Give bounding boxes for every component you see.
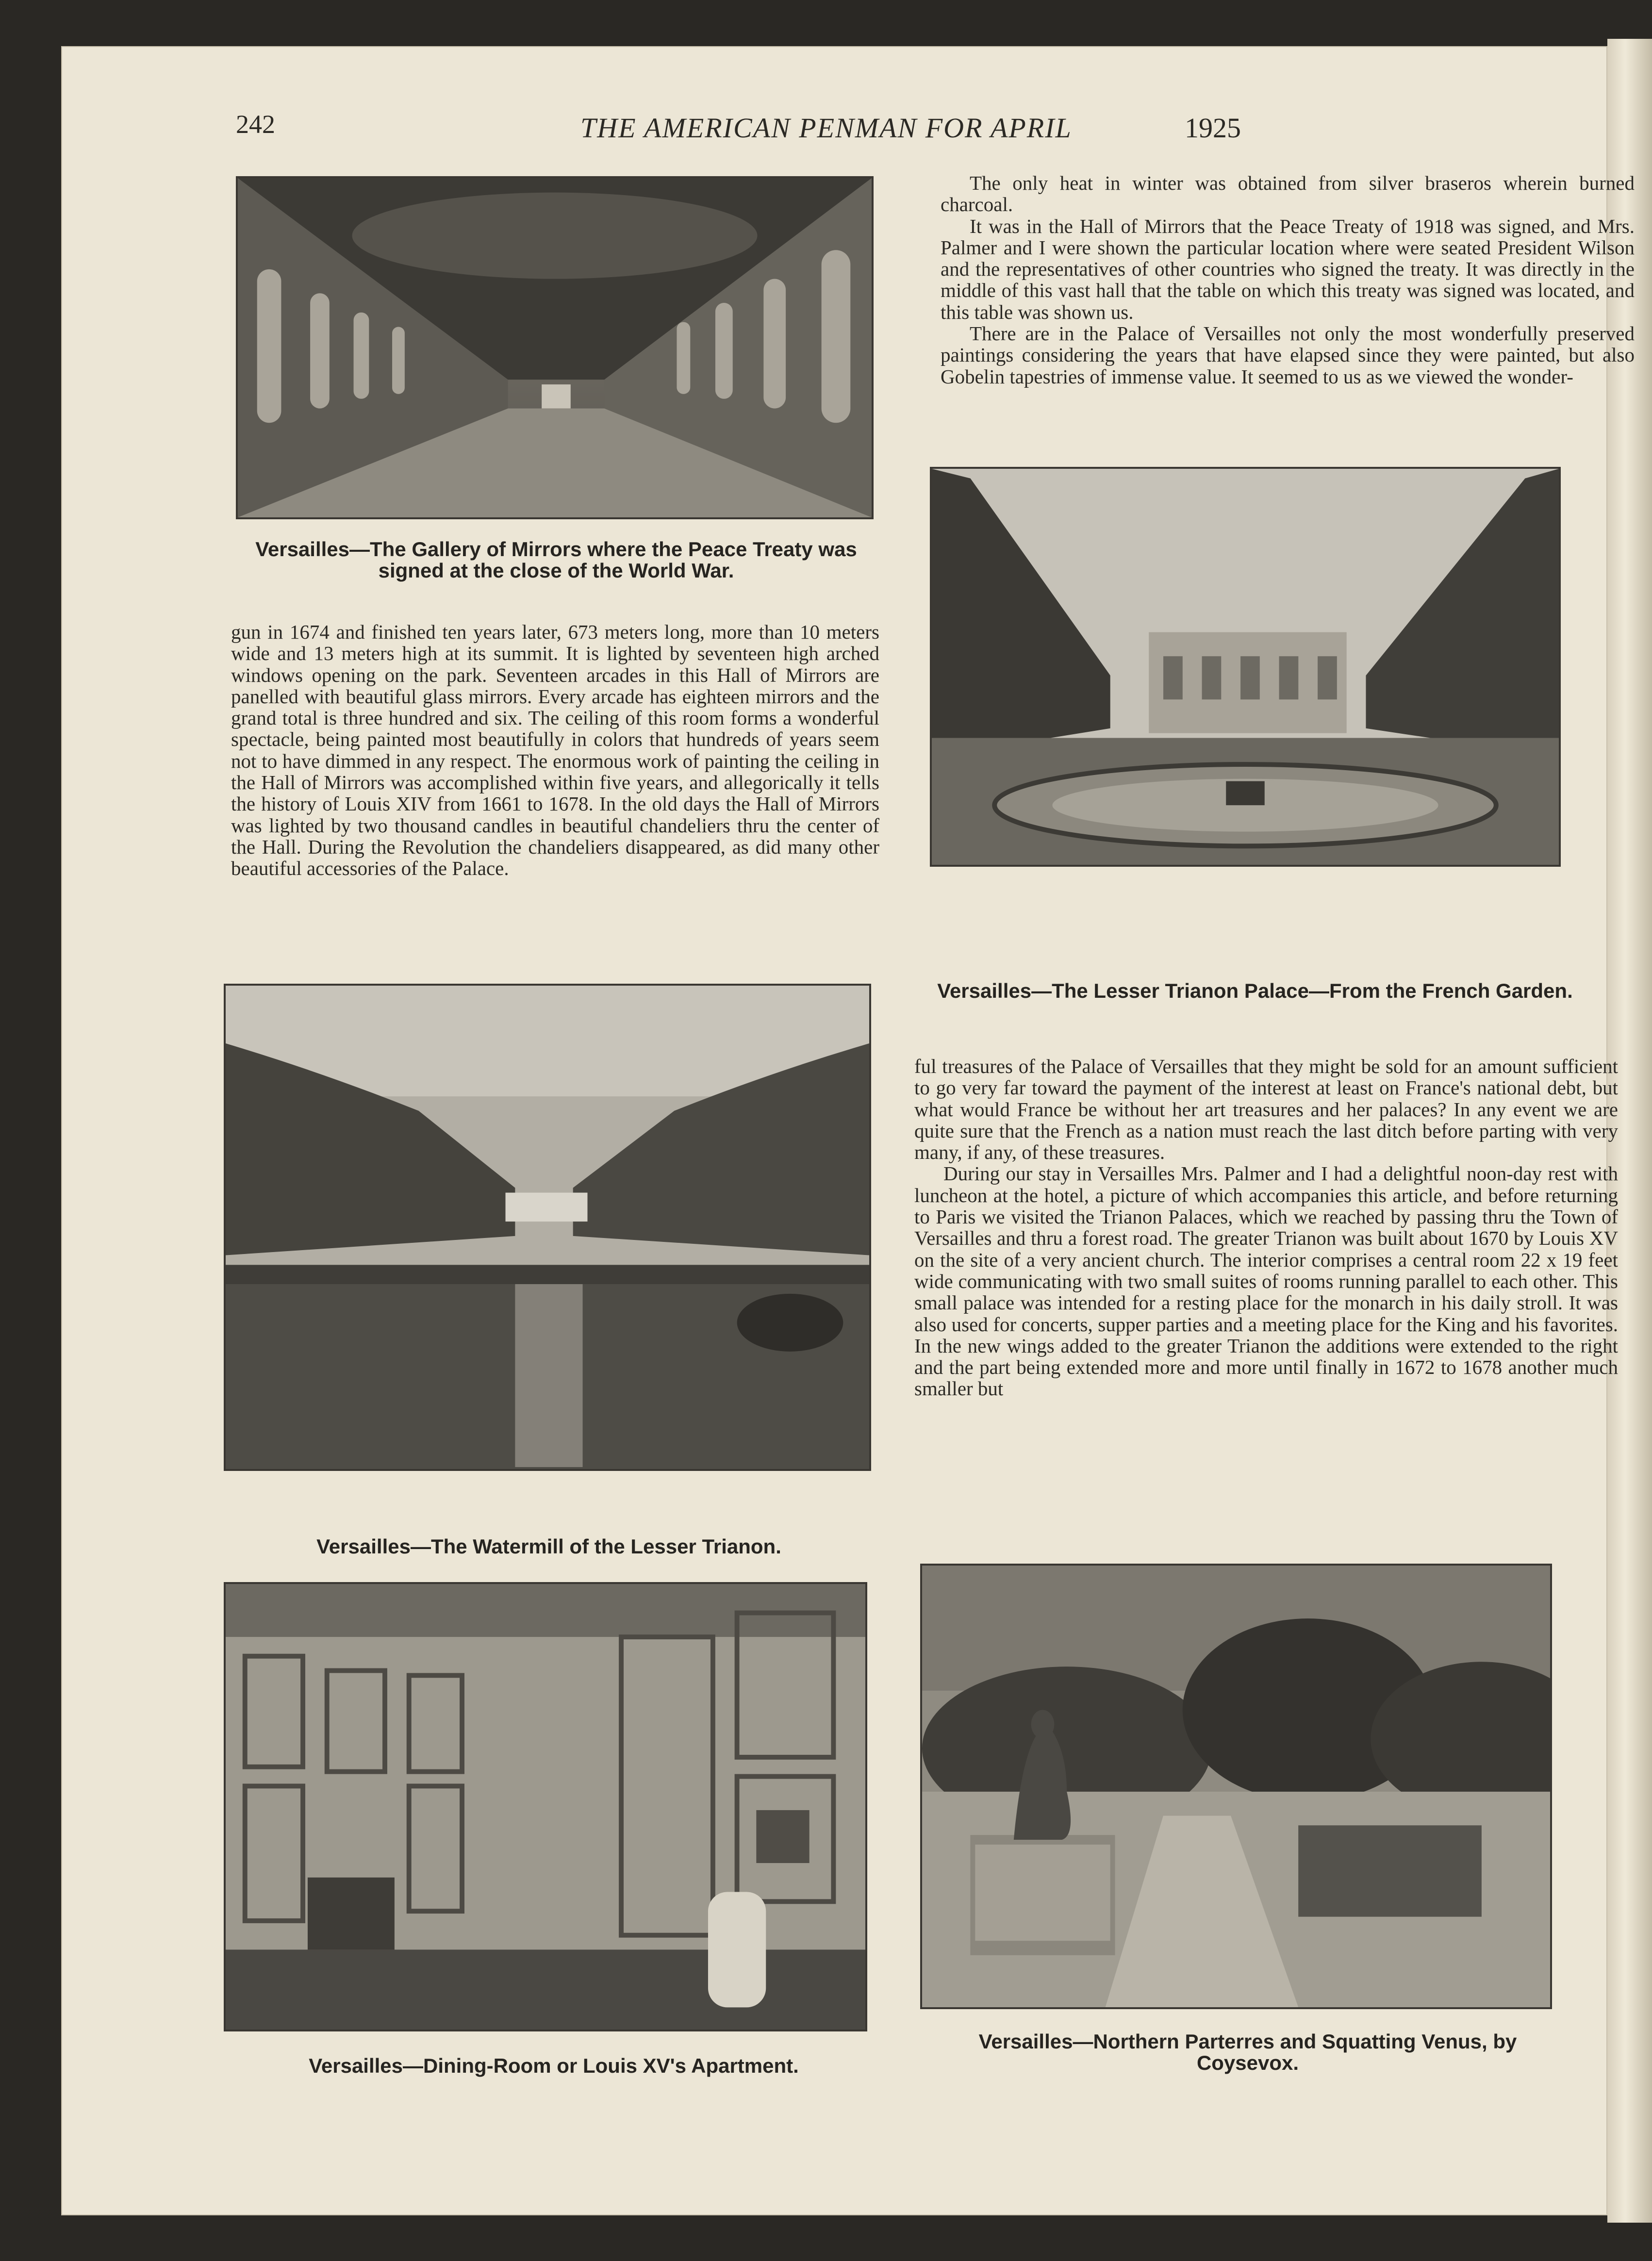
page-number: 242 — [236, 110, 275, 139]
left-column-article-text — [231, 621, 879, 879]
caption-parterres-venus: Versailles—Northern Parterres and Squatting Venus, by Coysevox. — [978, 2030, 1517, 2074]
caption-watermill: Versailles—The Watermill of the Lesser Trianon. — [316, 1535, 781, 1558]
paragraph: It was in the Hall of Mirrors that the Peace Treaty of 1918 was signed, and Mrs. Palmer and I were shown the particular location where were seated President Wilson and the representatives of other countries who signed the treaty. It was directly in the middle of this vast hall that the table on which this treaty was signed was located, and this table was shown us. — [941, 215, 1635, 323]
caption-gallery-of-mirrors: Versailles—The Gallery of Mirrors where the Peace Treaty was signed at the close of the World War. — [255, 538, 857, 582]
right-column-middle-text — [914, 1056, 1618, 1400]
paragraph: During our stay in Versailles Mrs. Palmer and I had a delightful noon-day rest with luncheon at the hotel, a picture of which accompanies this article, and before returning to Paris we visited the Trianon Palaces, which we reached by passing thru the Town of Versailles and thru a forest road. The greater Trianon was built about 1670 by Louis XV on the site of a very ancient church. The interior comprises a central room 22 x 19 feet wide communicating with two small suites of rooms running parallel to each other. This small palace was intended for a resting place for the monarch in his daily stroll. It was also used for concerts, supper parties and a meeting place for the King and his favorites. In the new wings added to the greater Trianon the additions were extended to the right and the part being extended more and more until finally in 1672 to 1678 another much smaller but — [914, 1162, 1618, 1400]
parterres-venus-photo — [920, 1564, 1552, 2009]
right-column-top-text — [941, 172, 1635, 387]
running-year: 1925 — [1185, 112, 1241, 144]
paragraph: ful treasures of the Palace of Versailles that they might be sold for an amount sufficient to go very far toward the payment of the interest at least on France's national debt, but what would France be without her art treasures and her palaces? In any event we are quite sure that the French as a nation must reach the last ditch before parting with very many, if any, of these treasures. — [914, 1055, 1618, 1164]
running-title: THE AMERICAN PENMAN FOR APRIL — [580, 112, 1072, 144]
paragraph: There are in the Palace of Versailles not only the most wonderfully preserved paintings considering the years that have elapsed since they were painted, but also Gobelin tapestries of immense value. It seemed to us as we viewed the wonder- — [941, 322, 1635, 388]
watermill-photo — [224, 984, 871, 1471]
magazine-page — [61, 46, 1635, 2215]
paragraph: The only heat in winter was obtained from silver braseros wherein burned charcoal. — [941, 172, 1635, 216]
gallery-of-mirrors-photo — [236, 176, 874, 519]
paragraph: gun in 1674 and finished ten years later, 673 meters long, more than 10 meters wide and 13 meters high at its summit. It is lighted by seventeen high arched windows opening on the park. Seventeen arcades in this Hall of Mirrors are panelled with beautiful glass mirrors. Every arcade has eighteen mirrors and the grand total is three hundred and six. The ceiling of this room forms a wonderful spectacle, being painted most beautifully in colors that hundreds of years seem not to have dimmed in any respect. The enormous work of painting the ceiling in the Hall of Mirrors was accomplished within five years, and allegorically it tells the history of Louis XIV from 1661 to 1678. In the old days the Hall of Mirrors was lighted by two thousand candles in beautiful chandeliers thru the center of the Hall. During the Revolution the chandeliers disappeared, as did many other beautiful accessories of the Palace. — [231, 621, 879, 880]
lesser-trianon-photo — [930, 467, 1561, 867]
caption-dining-room: Versailles—Dining-Room or Louis XV's Apartment. — [309, 2054, 799, 2077]
caption-lesser-trianon: Versailles—The Lesser Trianon Palace—From the French Garden. — [937, 979, 1573, 1002]
dining-room-photo — [224, 1582, 867, 2031]
